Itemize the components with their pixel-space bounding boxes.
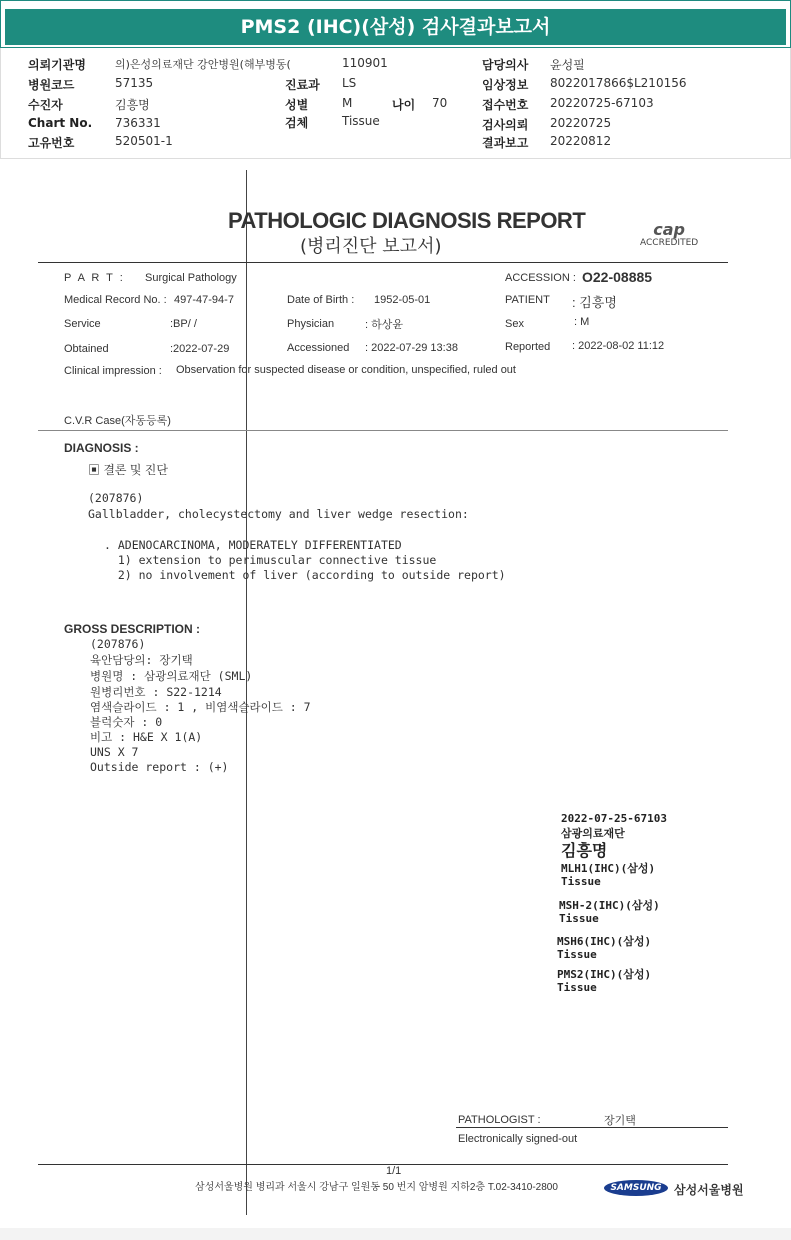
obtained-value: :2022-07-29: [170, 343, 230, 355]
dept-value: LS: [342, 76, 357, 90]
cap-accredited-text: ACCREDITED: [640, 238, 699, 248]
service-value: :BP/ /: [170, 318, 197, 330]
unique-label: 고유번호: [28, 136, 75, 150]
patient-name: : 김흥명: [572, 295, 617, 310]
label-test: PMS2(IHC)(삼성): [557, 968, 652, 981]
accessioned-label: Accessioned: [287, 342, 350, 354]
signed-out: Electronically signed-out: [458, 1133, 578, 1145]
accession-label: ACCESSION :: [505, 272, 576, 284]
clinical-label: 임상정보: [482, 78, 529, 92]
dob-value: 1952-05-01: [374, 294, 431, 306]
receipt-label: 접수번호: [482, 98, 529, 112]
footer-divider: [38, 1164, 728, 1165]
gross-line: 병원명 : 삼광의료재단 (SML): [90, 669, 253, 683]
diagnosis-sub: ▣ 결론 및 진단: [88, 463, 168, 477]
sex-value: M: [342, 96, 353, 110]
reported-value: : 2022-08-02 11:12: [572, 340, 665, 352]
pathologist-name: 장기택: [604, 1115, 636, 1127]
dept-label: 진료과: [285, 78, 320, 92]
diag-line: Gallbladder, cholecystectomy and liver wedge resection:: [88, 507, 469, 521]
hospital-name: 삼성서울병원: [674, 1183, 744, 1197]
page-number: 1/1: [386, 1165, 402, 1177]
unique-value: 520501-1: [115, 134, 173, 148]
sex-label-en: Sex: [505, 318, 524, 330]
header-divider: [38, 262, 728, 263]
clinical-value: 8022017866$L210156: [550, 76, 687, 90]
impression-value: Observation for suspected disease or condition, unspecified, ruled out: [176, 364, 516, 376]
sex-value-en: : M: [574, 316, 590, 328]
samsung-logo: SAMSUNG: [604, 1180, 668, 1196]
hospital-code-value: 57135: [115, 76, 154, 90]
gross-line: 비고 : H&E X 1(A): [90, 730, 203, 744]
mrn-label: Medical Record No. :: [64, 294, 167, 306]
reported-label: Reported: [505, 341, 551, 353]
physician-label: Physician: [287, 318, 335, 330]
part-label: P A R T :: [64, 272, 125, 284]
institution-value: 의)은성의료재단 강안병원(해부병동(: [115, 58, 291, 71]
gross-line: 원병리번호 : S22-1214: [90, 685, 222, 699]
meta-info: [0, 52, 791, 156]
report-main-title: PATHOLOGIC DIAGNOSIS REPORT: [228, 208, 586, 233]
accessioned-value: : 2022-07-29 13:38: [365, 342, 458, 354]
patient-value: 김흥명: [115, 98, 150, 112]
label-specimen: Tissue: [559, 912, 599, 925]
request-value: 20220725: [550, 116, 612, 130]
gross-line: 염색슬라이드 : 1 , 비염색슬라이드 : 7: [90, 700, 311, 714]
doctor-value: 윤성필: [550, 58, 585, 72]
accession-value: O22-08885: [582, 269, 653, 285]
report-subtitle: (병리진단 보고서): [300, 236, 442, 257]
obtained-label: Obtained: [64, 343, 109, 355]
impression-label: Clinical impression :: [64, 365, 162, 377]
gross-line: 육안담당의: 장기택: [90, 653, 193, 667]
diag-line: 2) no involvement of liver (according to outside report): [104, 568, 506, 582]
gross-line: Outside report : (+): [90, 760, 229, 774]
request-label: 검사의뢰: [482, 118, 529, 132]
physician-value: : 하상윤: [365, 319, 403, 331]
institution-code: 110901: [342, 56, 388, 70]
age-label: 나이: [392, 98, 416, 112]
diagnosis-heading: DIAGNOSIS :: [64, 441, 139, 455]
specimen-label: 검체: [285, 116, 309, 130]
label-org: 삼광의료재단: [561, 827, 625, 840]
doctor-label: 담당의사: [482, 58, 529, 72]
label-specimen: Tissue: [561, 875, 601, 888]
specimen-value: Tissue: [342, 114, 380, 128]
cvr-case: C.V.R Case(자동등록): [64, 415, 171, 427]
report-header: [0, 0, 791, 48]
scan-fold-line: [246, 170, 247, 1215]
report-title: PMS2 (IHC)(삼성) 검사결과보고서: [5, 9, 786, 45]
label-specimen: Tissue: [557, 948, 597, 961]
label-patient-name: 김흥명: [561, 841, 608, 860]
gross-heading: GROSS DESCRIPTION :: [64, 622, 201, 636]
diag-line: 1) extension to perimuscular connective tissue: [104, 553, 437, 567]
sex-label: 성별: [285, 98, 309, 112]
gross-line: (207876): [90, 637, 146, 651]
diag-line: . ADENOCARCINOMA, MODERATELY DIFFERENTIATED: [104, 538, 402, 552]
cap-accredited-logo: [640, 222, 698, 248]
result-label: 결과보고: [482, 136, 529, 150]
label-specimen: Tissue: [557, 981, 597, 994]
receipt-value: 20220725-67103: [550, 96, 654, 110]
chart-label: Chart No.: [28, 116, 93, 130]
hospital-code-label: 병원코드: [28, 78, 75, 92]
pathologist-label: PATHOLOGIST :: [458, 1114, 541, 1126]
patient-label: 수진자: [28, 98, 63, 112]
mrn-value: 497-47-94-7: [174, 294, 234, 306]
label-code: 2022-07-25-67103: [561, 812, 667, 825]
age-value: 70: [432, 96, 448, 110]
institution-label: 의뢰기관명: [28, 58, 86, 72]
gross-line: 블럭숫자 : 0: [90, 715, 163, 729]
diag-line: (207876): [88, 491, 144, 505]
label-test: MSH-2(IHC)(삼성): [559, 899, 660, 912]
cap-logo-text: cap: [653, 220, 685, 239]
bottom-strip: [0, 1228, 791, 1240]
chart-value: 736331: [115, 116, 161, 130]
dob-label: Date of Birth :: [287, 294, 355, 306]
patient-label-en: PATIENT: [505, 294, 550, 306]
service-label: Service: [64, 318, 101, 330]
gross-line: UNS X 7: [90, 745, 139, 759]
footer-address: 삼성서울병원 병리과 서울시 강남구 일원동 50 번지 암병원 지하2층 T.02-3410-2800: [195, 1182, 558, 1193]
section-divider: [38, 430, 728, 431]
signature-line: [456, 1127, 728, 1128]
label-test: MLH1(IHC)(삼성): [561, 862, 656, 875]
result-value: 20220812: [550, 134, 612, 148]
part-value: Surgical Pathology: [145, 272, 237, 284]
label-test: MSH6(IHC)(삼성): [557, 935, 652, 948]
